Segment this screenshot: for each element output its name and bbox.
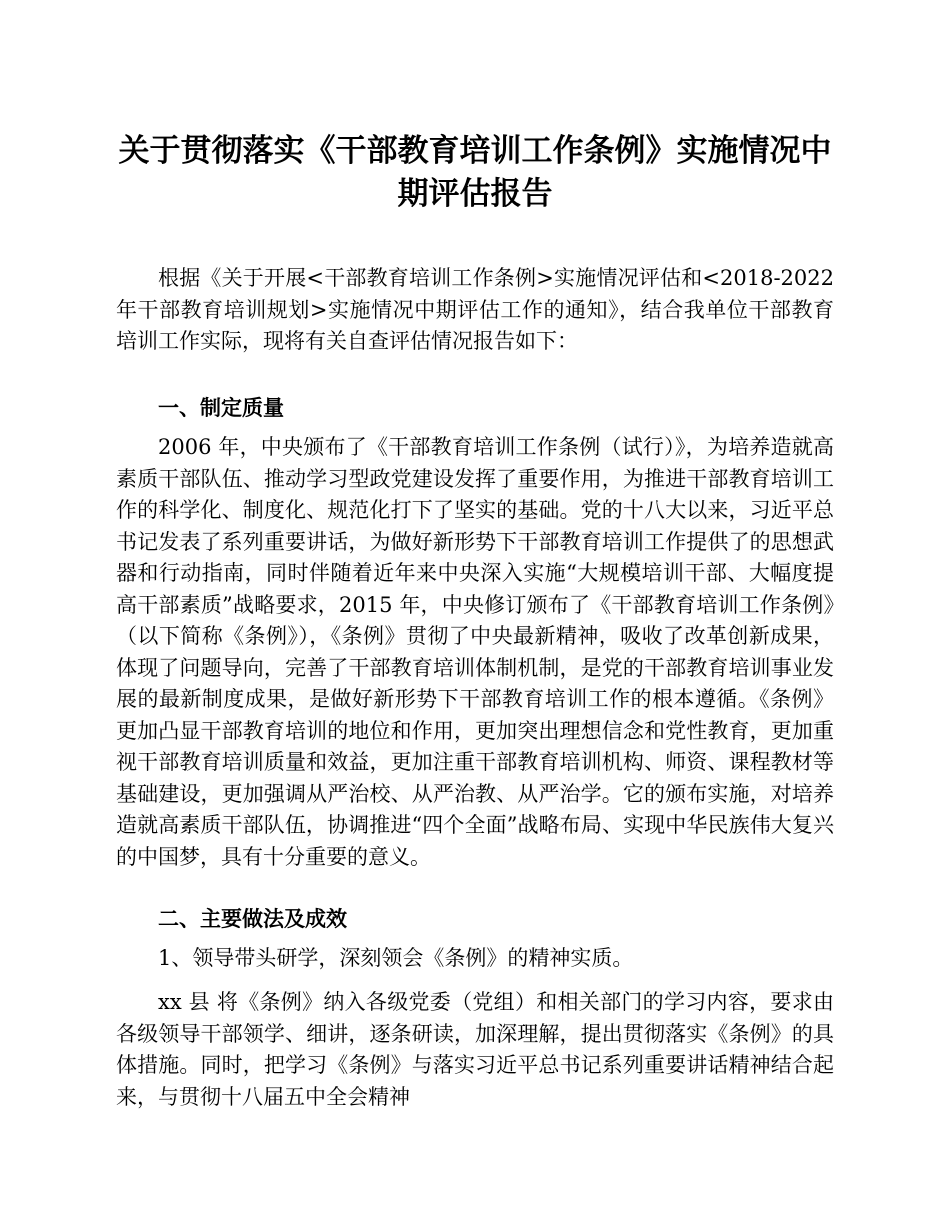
- section-1-paragraph: 2006 年，中央颁布了《干部教育培训工作条例（试行）》，为培养造就高素质干部队伍、推动学习型政党建设发挥了重要作用，为推进干部教育培训工作的科学化、制度化、规范化打下了坚实的基础。党的十八大以来，习近平总书记发表了系列重要讲话，为做好新形势下干部教育培训工作提供了的思想武器和行动指南，同时伴随着近年来中央深入实施“大规模培训干部、大幅度提高干部素质”战略要求，2015 年，中央修订颁布了《干部教育培训工作条例》（以下简称《条例》），《条例》贯彻了中央最新精神，吸收了改革创新成果，体现了问题导向，完善了干部教育培训体制机制，是党的干部教育培训事业发展的最新制度成果，是做好新形势下干部教育培训工作的根本遵循。《条例》更加凸显干部教育培训的地位和作用，更加突出理想信念和党性教育，更加重视干部教育培训质量和效益，更加注重干部教育培训机构、师资、课程教材等基础建设，更加强调从严治校、从严治教、从严治学。它的颁布实施，对培养造就高素质干部队伍，协调推进“四个全面”战略布局、实现中华民族伟大复兴的中国梦，具有十分重要的意义。: [116, 435, 834, 869]
- section-2-heading: 二、主要做法及成效: [158, 906, 347, 931]
- section-2-paragraph: xx 县 将《条例》纳入各级党委（党组）和相关部门的学习内容，要求由各级领导干部领学、细讲，逐条研读，加深理解，提出贯彻落实《条例》的具体措施。同时，把学习《条例》与落实习近平总书记系列重要讲话精神结合起来，与贯彻十八届五中全会精神: [116, 990, 834, 1109]
- section-1-heading: 一、制定质量: [158, 395, 284, 420]
- document-title: 关于贯彻落实《干部教育培训工作条例》实施情况中期评估报告: [118, 133, 832, 212]
- section-2-subheading: 1、领导带头研学，深刻领会《条例》的精神实质。: [158, 946, 634, 970]
- intro-paragraph: 根据《关于开展<干部教育培训工作条例>实施情况评估和<2018-2022 年干部教育培训规划>实施情况中期评估工作的通知》，结合我单位干部教育培训工作实际，现将有关自查评估情况报告如下：: [116, 266, 834, 353]
